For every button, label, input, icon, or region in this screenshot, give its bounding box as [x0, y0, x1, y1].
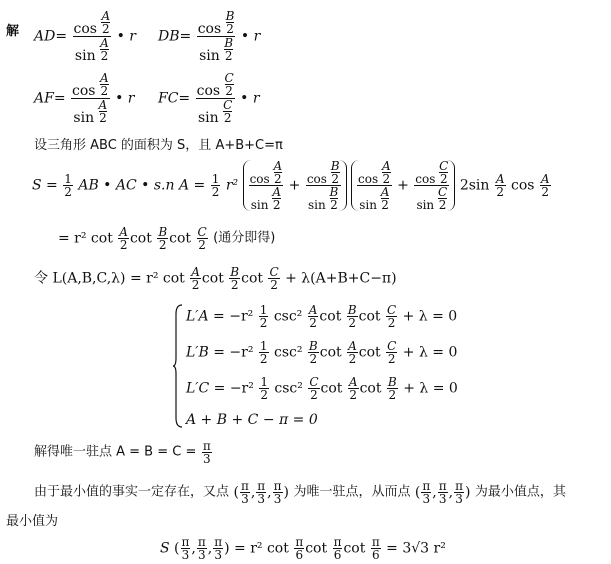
formula-AD: AD= cos $\frac{A}{2}$ sin $\frac{A}{2}$ • r — [34, 9, 136, 64]
area-formula: S = $\frac{1}{2}$ AB • AC • s.n A = $\frac{1}{2}$ r² cos $\frac{A}{2}$ sin $\frac{A}{2}$ + cos $\frac{B}{2}$ sin $\frac{B}{2}$ cos $\frac{A}{2}$ sin $\frac{A}{2}$ + cos $\frac{C}{2}$ sin $\frac{C}{2}$ 2sin $\frac{A}{2}$ cos $\frac{A}{2}$ — [32, 159, 550, 212]
equation-LB: L′B = −r² $\frac{1}{2}$ csc² $\frac{B}{2}$ cot $\frac{A}{2}$ cot $\frac{C}{2}$ + λ = 0 — [186, 339, 458, 366]
formula-AF: AF= cos $\frac{A}{2}$ sin $\frac{A}{2}$ • r — [34, 71, 135, 126]
lagrange-function: 令 L(A,B,C,λ) = r² cot $\frac{A}{2}$ cot $\frac{B}{2}$ cot $\frac{C}{2}$ + λ(A+B+C−π) — [34, 265, 397, 292]
equation-LC: L′C = −r² $\frac{1}{2}$ csc² $\frac{C}{2}$ cot $\frac{A}{2}$ cot $\frac{B}{2}$ + λ = 0 — [186, 375, 458, 402]
conclusion-paragraph: 由于最小值的事实一定存在，又点 ( $\frac{\pi}{3}$ , $\frac{\pi}{3}$ , $\frac{\pi}{3}$ ) 为唯一驻点，从而点 ( $\frac{\pi}{3}$ , $\frac{\pi}{3}$ , $\frac{\pi}{3}$ ) 为最小值点，其 — [34, 479, 566, 506]
conclusion-line2: 最小值为 — [6, 514, 59, 529]
formula-FC: FC= cos $\frac{C}{2}$ sin $\frac{C}{2}$ • r — [158, 71, 260, 126]
simplified-area: = r² cot $\frac{A}{2}$ cot $\frac{B}{2}$ cot $\frac{C}{2}$ (通分即得) — [58, 225, 276, 252]
bracket-1: cos $\frac{A}{2}$ sin $\frac{A}{2}$ + cos $\frac{B}{2}$ sin $\frac{B}{2}$ — [243, 160, 347, 211]
system-brace — [173, 304, 183, 428]
solution-label: 解 — [6, 24, 20, 39]
final-minimum: S ( $\frac{\pi}{3}$ , $\frac{\pi}{3}$ , $\frac{\pi}{3}$ ) = r² cot $\frac{\pi}{6}$ cot $\frac{\pi}{6}$ cot $\frac{\pi}{6}$ = 3√3 r² — [160, 535, 446, 562]
bracket-2: cos $\frac{A}{2}$ sin $\frac{A}{2}$ + cos $\frac{C}{2}$ sin $\frac{C}{2}$ — [351, 160, 455, 211]
equation-LA: L′A = −r² $\frac{1}{2}$ csc² $\frac{A}{2}$ cot $\frac{B}{2}$ cot $\frac{C}{2}$ + λ = 0 — [186, 303, 458, 330]
formula-DB: DB= cos $\frac{B}{2}$ sin $\frac{B}{2}$ • r — [158, 9, 261, 64]
constraint-equation: A + B + C − π = 0 — [186, 412, 318, 428]
stationary-point: 解得唯一驻点 A = B = C = $\frac{\pi}{3}$ — [34, 439, 211, 466]
setup-text: 设三角形 ABC 的面积为 S，且 A+B+C=π — [34, 138, 283, 153]
